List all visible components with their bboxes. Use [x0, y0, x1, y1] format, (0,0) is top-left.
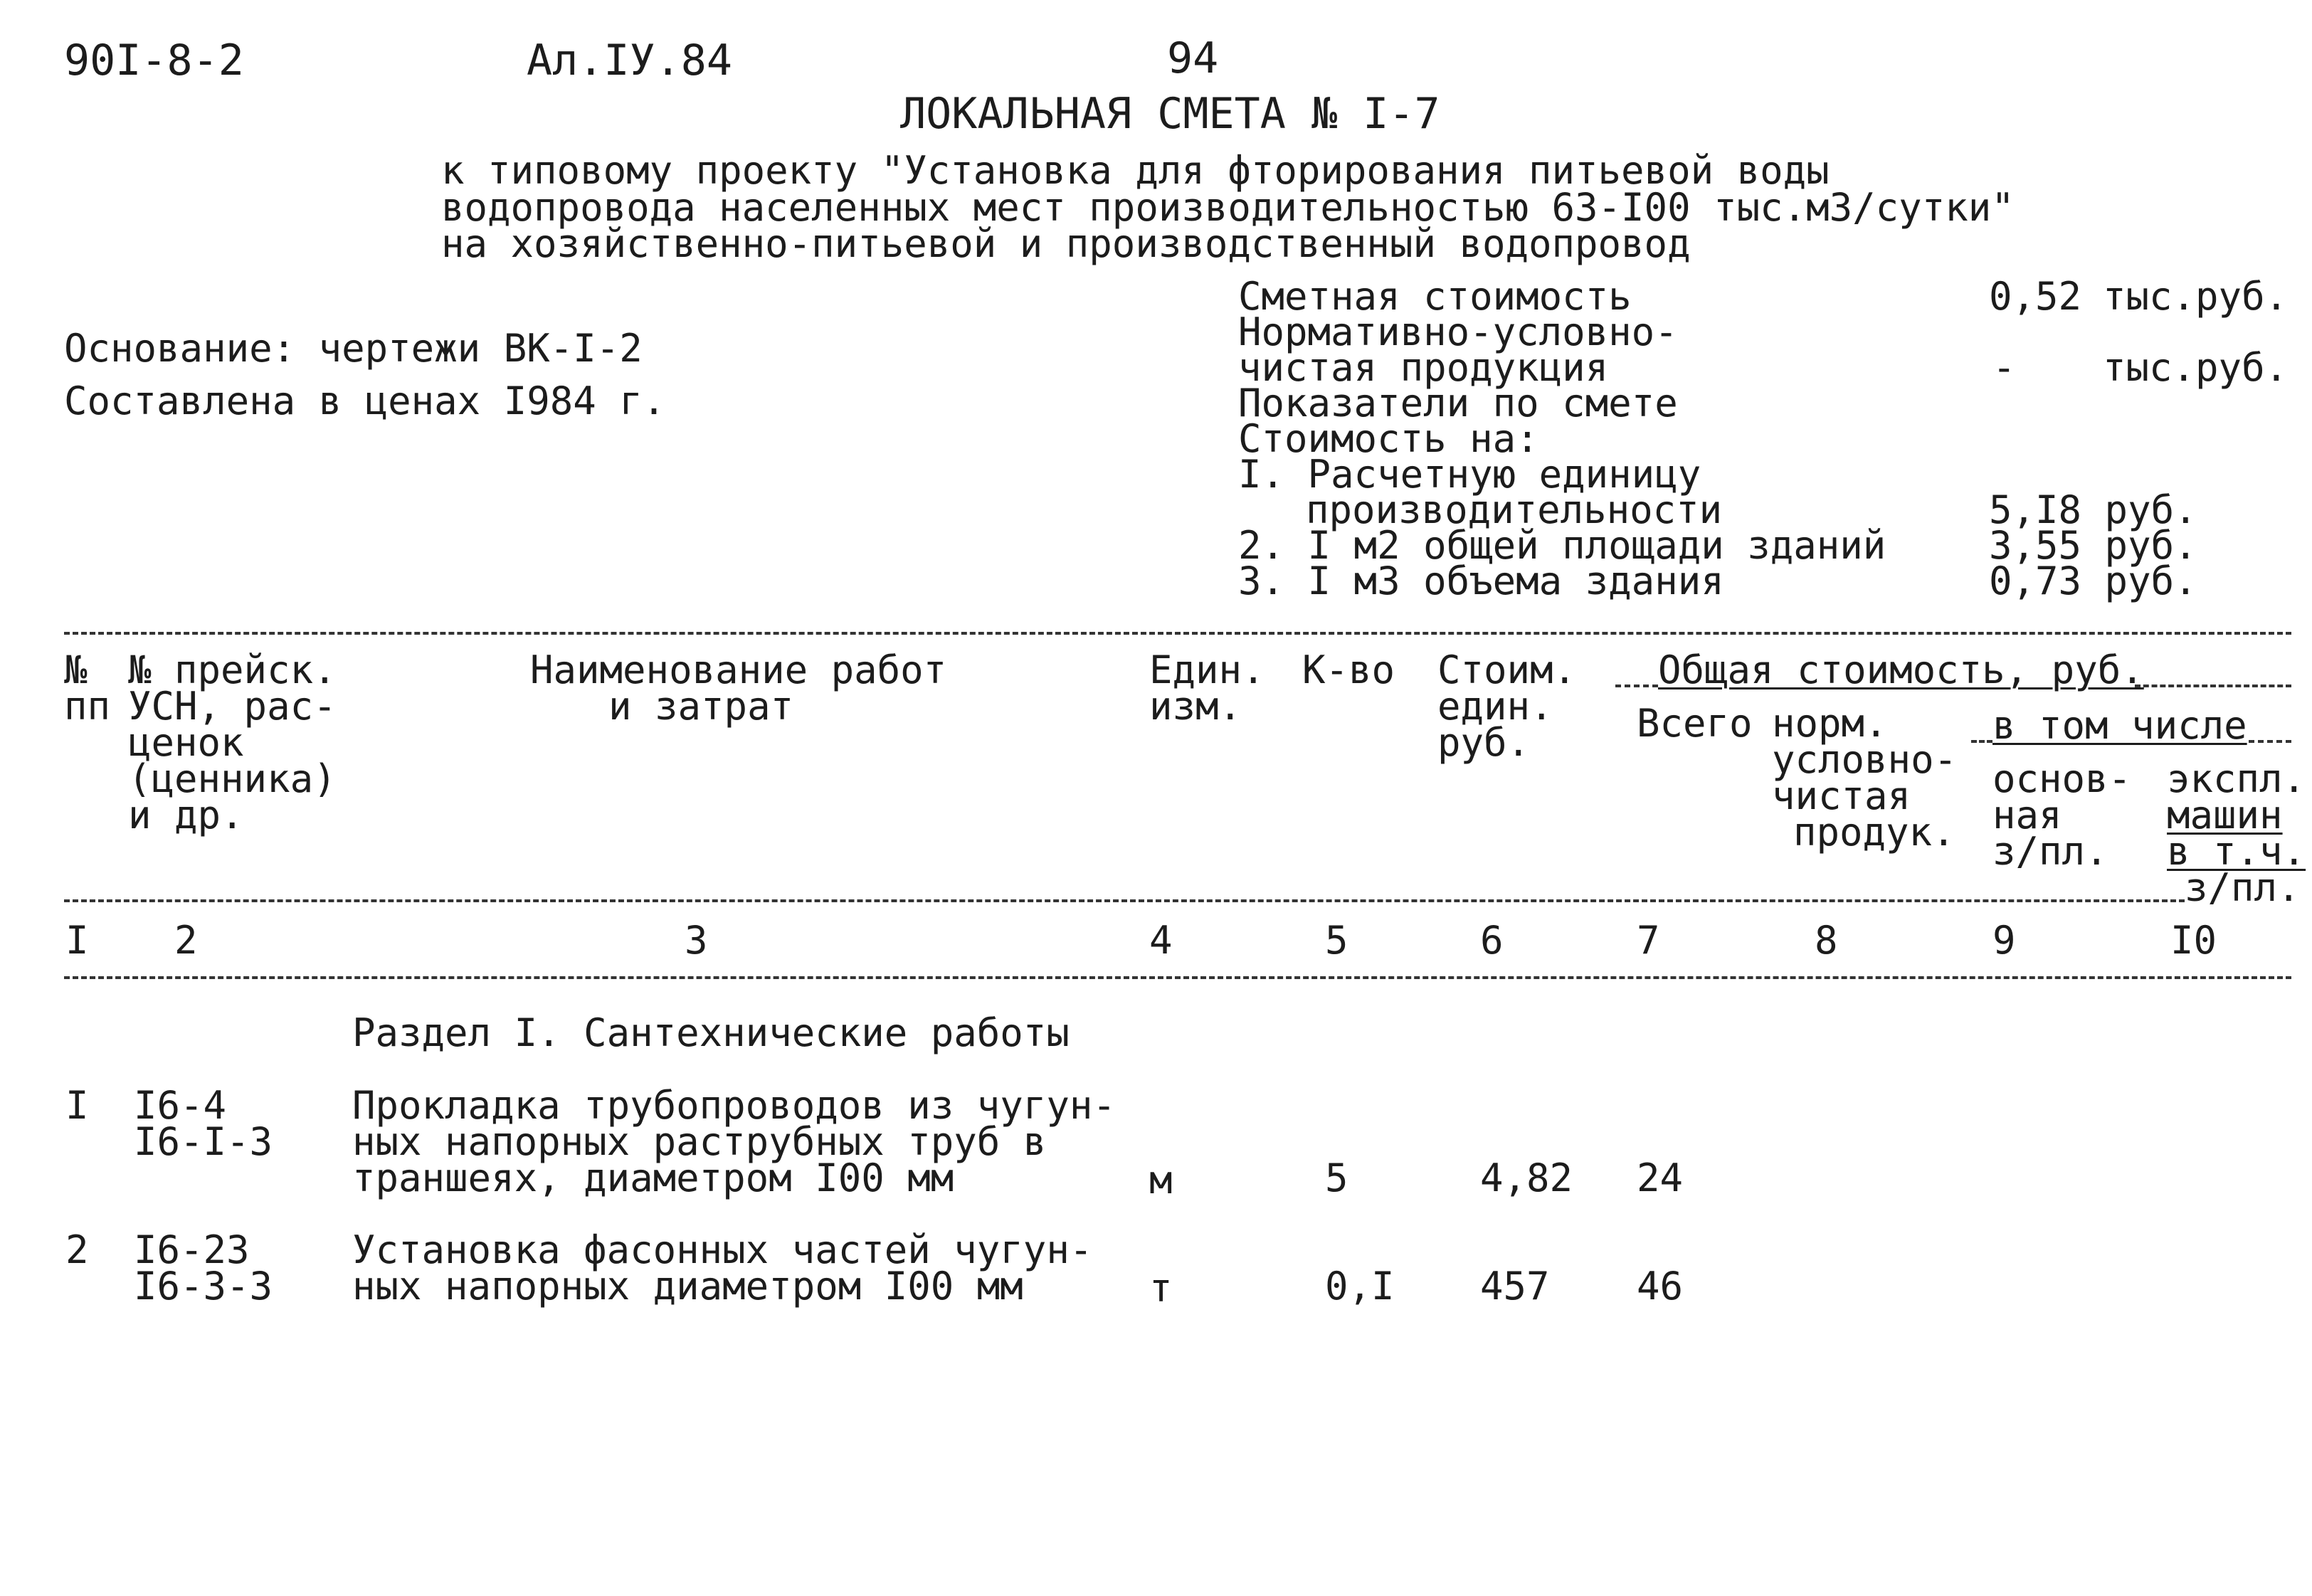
- subtitle-line-2: водопровода населенных мест производительностью 63-I00 тыс.м3/сутки": [441, 185, 2015, 230]
- estimated-cost-value: 0,52: [1989, 274, 2082, 319]
- col8-header-l4: продук.: [1793, 810, 1955, 855]
- column-number: 4: [1149, 918, 1173, 963]
- col3-header-l1: Наименование работ: [530, 648, 947, 692]
- including-left-dash: [1971, 740, 1992, 743]
- indicator-1-line-2: производительности: [1306, 487, 1723, 532]
- total-cost-right-dash: [2135, 685, 2291, 687]
- subtitle-line-3: на хозяйственно-питьевой и производственный водопровод: [441, 221, 1691, 266]
- col2-header-l1: № прейск.: [128, 648, 337, 692]
- normative-unit: тыс.руб.: [2103, 345, 2289, 390]
- total-cost-left-dash: [1615, 685, 1658, 687]
- col9-header-l3: з/пл.: [1992, 829, 2108, 874]
- album-number: Ал.IУ.84: [527, 36, 732, 85]
- col7-header: Всего: [1637, 701, 1753, 746]
- cost-for-label: Стоимость на:: [1238, 416, 1539, 461]
- col10-header-l4: з/пл.: [2185, 865, 2301, 910]
- col1-header-l1: №: [64, 648, 88, 692]
- column-number: 9: [1992, 918, 2016, 963]
- col2-header-l2: УСН, рас-: [128, 684, 337, 729]
- col4-header-l1: Един.: [1149, 648, 1265, 692]
- including-right-dash: [2249, 740, 2291, 743]
- prices-text: Составлена в ценах I984 г.: [64, 379, 666, 423]
- work-name-line: Установка фасонных частей чугун-: [352, 1227, 1093, 1272]
- indicator-2-value: 3,55 руб.: [1989, 523, 2197, 568]
- column-number: 8: [1815, 918, 1838, 963]
- column-number: 3: [685, 918, 708, 963]
- work-name-line: ных напорных диаметром I00 мм: [352, 1264, 1023, 1309]
- column-number: I: [65, 918, 89, 963]
- col2-header-l4: (ценника): [128, 756, 337, 801]
- column-number: 5: [1325, 918, 1348, 963]
- indicator-3-value: 0,73 руб.: [1989, 559, 2197, 603]
- header-bottom-rule: [64, 899, 2185, 902]
- document-title: ЛОКАЛЬНАЯ СМЕТА № I-7: [900, 89, 1440, 139]
- indicators-label: Показатели по смете: [1238, 381, 1678, 426]
- col9-header-l1: основ-: [1992, 756, 2132, 801]
- price-code: I6-3-3: [134, 1264, 273, 1309]
- estimated-cost-label: Сметная стоимость: [1238, 274, 1632, 319]
- col8-header-l2: условно-: [1772, 737, 1958, 782]
- column-number: 6: [1480, 918, 1504, 963]
- row-number: 2: [65, 1227, 89, 1272]
- col5-header: К-во: [1302, 648, 1395, 692]
- unit-cell: т: [1149, 1266, 1173, 1311]
- col6-header-l1: Стоим.: [1437, 648, 1577, 692]
- indicator-1-line-1: I. Расчетную единицу: [1238, 452, 1701, 497]
- indicator-3: 3. I м3 объема здания: [1238, 559, 1724, 603]
- subtitle-line-1: к типовому проекту "Установка для фторирования питьевой воды: [441, 148, 1830, 193]
- price-code: I6-I-3: [134, 1119, 273, 1164]
- unit-cell: м: [1149, 1158, 1173, 1203]
- column-number: I0: [2170, 918, 2217, 963]
- normative-value: -: [1992, 345, 2016, 390]
- basis-text: Основание: чертежи ВК-I-2: [64, 326, 643, 371]
- estimated-cost-unit: тыс.руб.: [2103, 274, 2289, 319]
- col6-header-l3: руб.: [1437, 720, 1531, 765]
- column-number: 2: [174, 918, 198, 963]
- col2-header-l5: и др.: [128, 793, 244, 837]
- document-code: 90I-8-2: [64, 36, 244, 85]
- header-top-rule: [64, 632, 2291, 635]
- quantity-cell: 5: [1325, 1156, 1348, 1200]
- including-header: в том числе: [1992, 703, 2247, 748]
- total-cell: 46: [1637, 1264, 1684, 1309]
- total-cell: 24: [1637, 1156, 1684, 1200]
- unit-cost-cell: 4,82: [1480, 1156, 1573, 1200]
- work-name-line: ных напорных раструбных труб в: [352, 1119, 1047, 1164]
- col8-header-l1: норм.: [1772, 701, 1888, 746]
- col1-header-l2: пп: [64, 684, 111, 729]
- total-cost-header: Общая стоимость, руб.: [1658, 648, 2144, 692]
- normative-label-2: чистая продукция: [1238, 345, 1609, 390]
- col10-header-l3: в т.ч.: [2167, 829, 2306, 874]
- col3-header-l2: и затрат: [608, 684, 794, 729]
- section-title: Раздел I. Сантехнические работы: [352, 1010, 1070, 1055]
- quantity-cell: 0,I: [1325, 1264, 1395, 1309]
- column-number-bottom-rule: [64, 976, 2291, 979]
- col2-header-l3: ценок: [128, 720, 244, 765]
- col9-header-l2: ная: [1992, 793, 2062, 837]
- column-number: 7: [1637, 918, 1660, 963]
- col10-header-l2: машин: [2167, 793, 2283, 837]
- work-name-line: траншеях, диаметром I00 мм: [352, 1156, 954, 1200]
- price-code: I6-23: [134, 1227, 250, 1272]
- price-code: I6-4: [134, 1083, 227, 1128]
- col8-header-l3: чистая: [1772, 773, 1911, 818]
- row-number: I: [65, 1083, 89, 1128]
- col6-header-l2: един.: [1437, 684, 1553, 729]
- indicator-1-value: 5,I8 руб.: [1989, 487, 2197, 532]
- normative-label-1: Нормативно-условно-: [1238, 310, 1678, 354]
- col10-header-l1: экспл.: [2167, 756, 2306, 801]
- page-number: 94: [1167, 33, 1219, 83]
- unit-cost-cell: 457: [1480, 1264, 1550, 1309]
- work-name-line: Прокладка трубопроводов из чугун-: [352, 1083, 1116, 1128]
- col4-header-l2: изм.: [1149, 684, 1242, 729]
- indicator-2: 2. I м2 общей площади зданий: [1238, 523, 1886, 568]
